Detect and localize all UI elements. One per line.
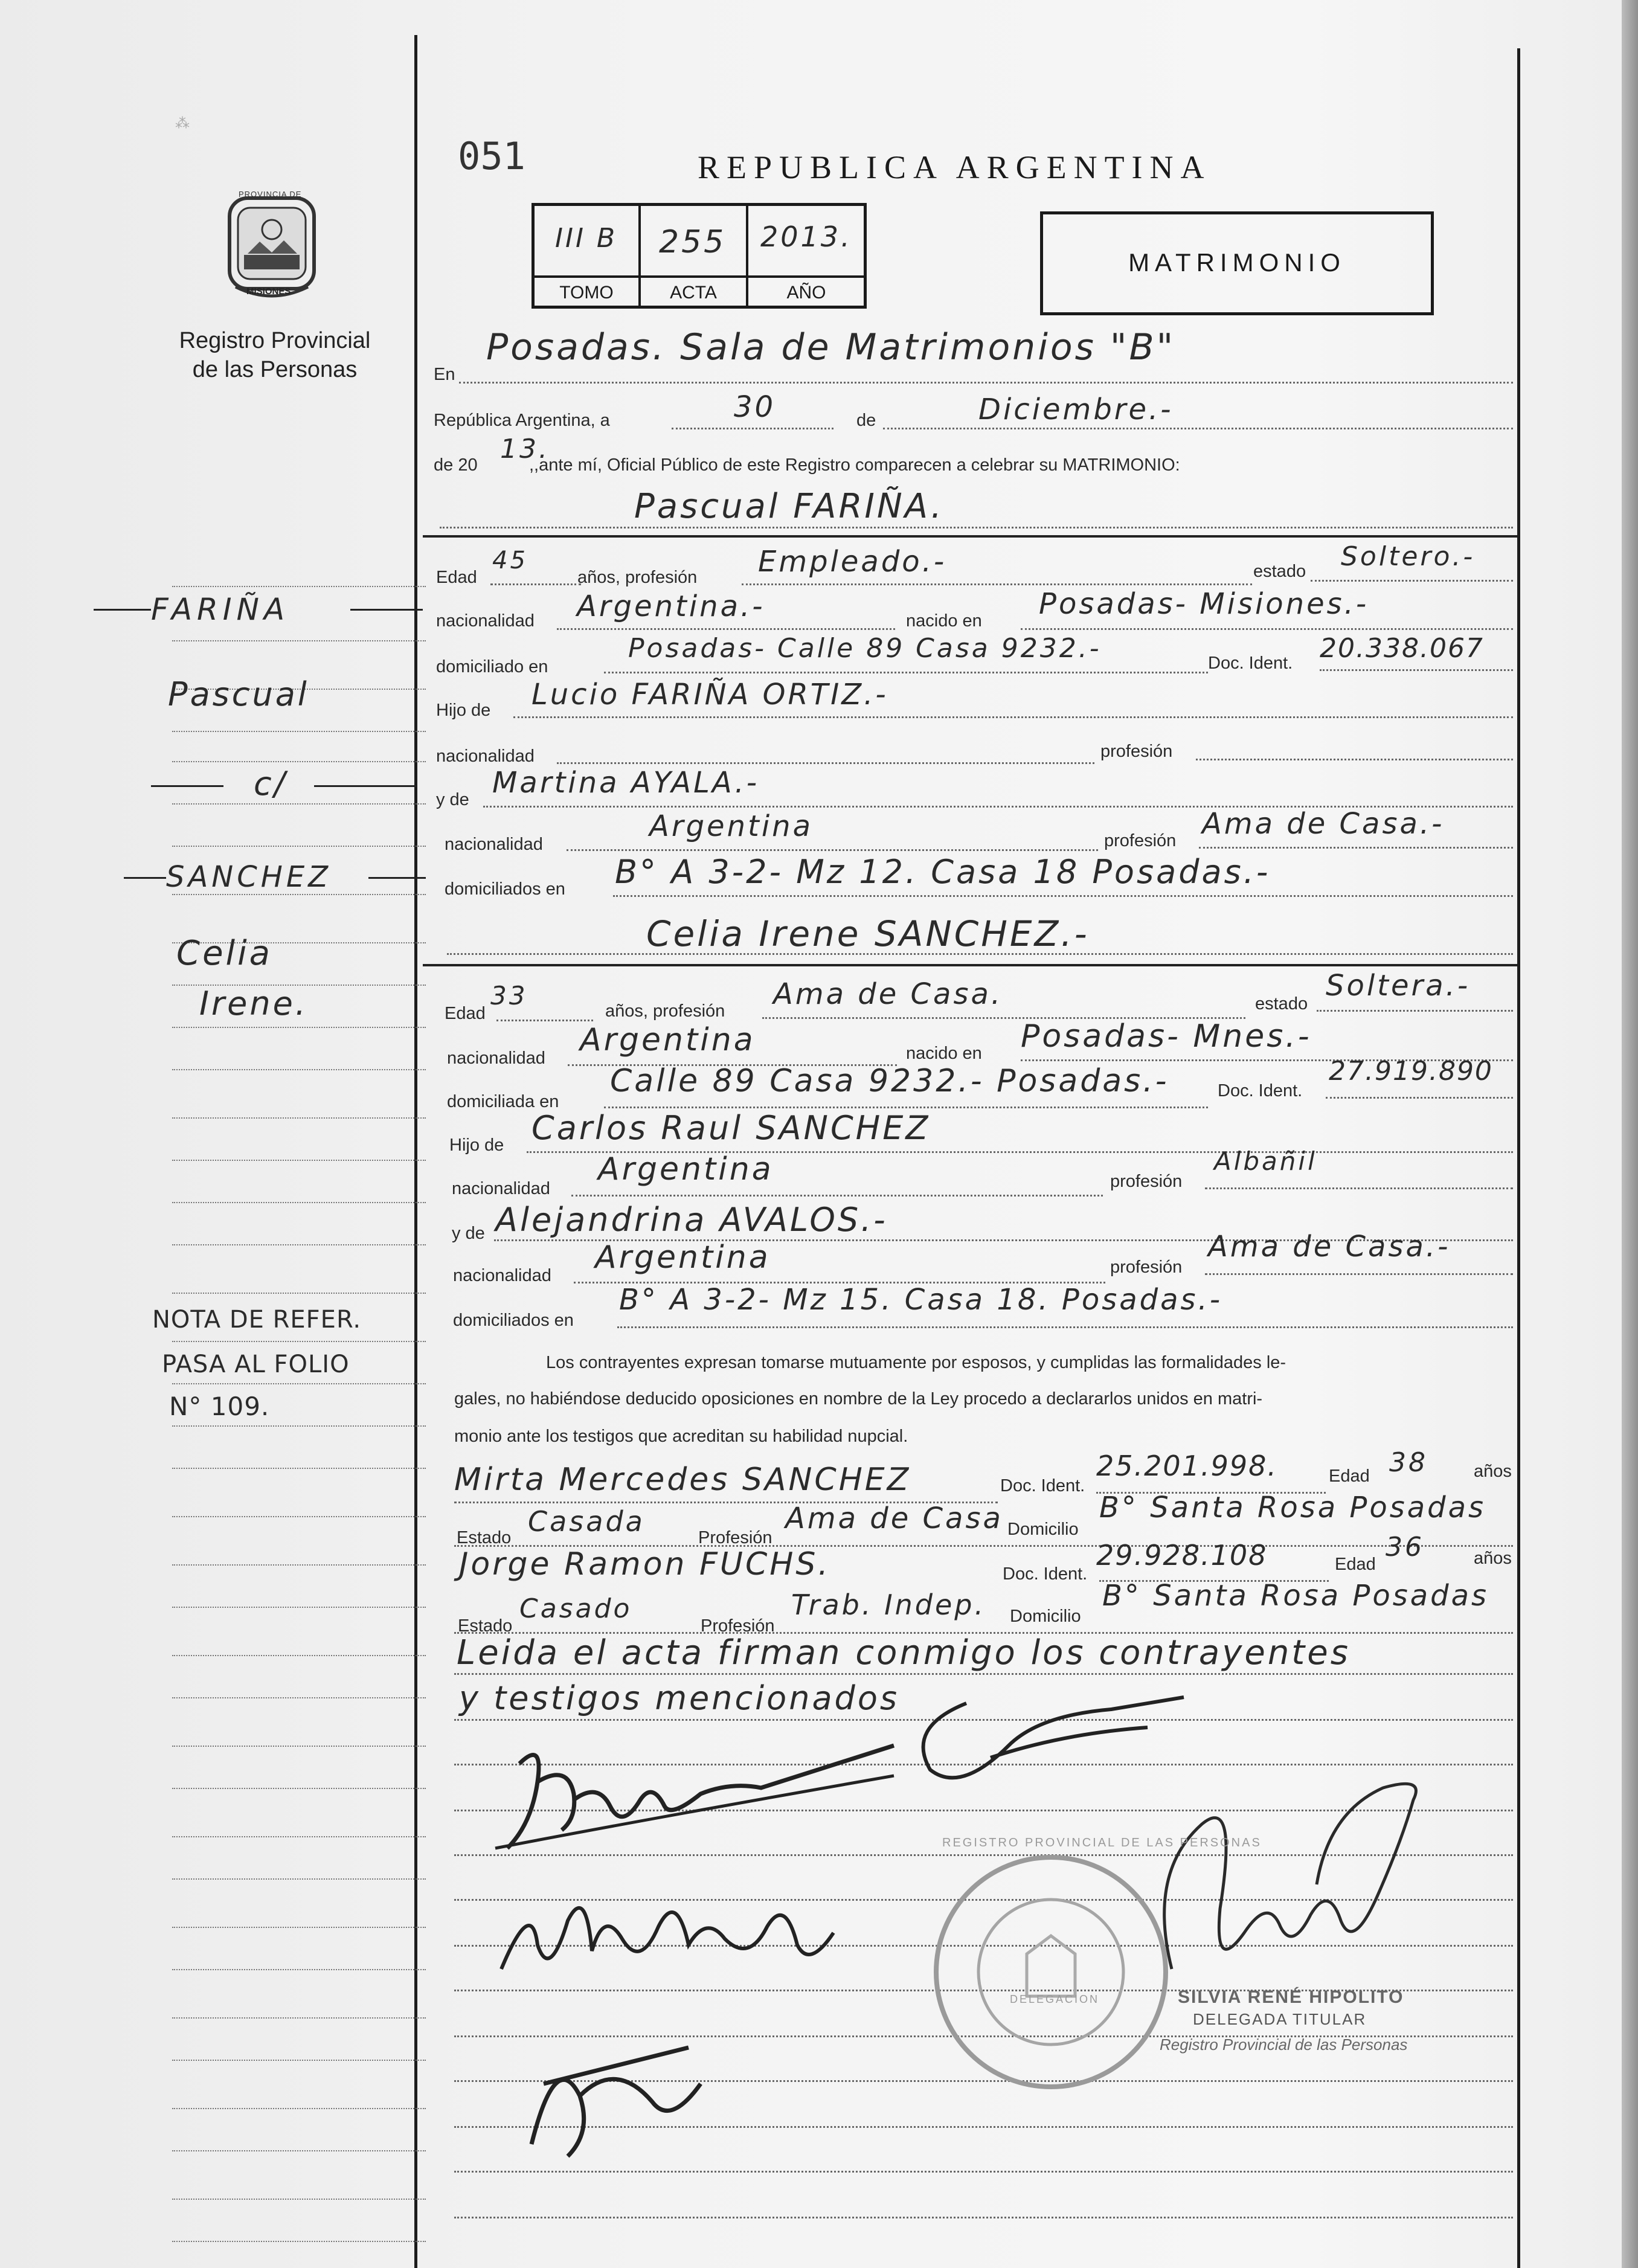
margin-rule-26: [172, 1697, 426, 1698]
day-value: 30: [734, 390, 776, 424]
witness2-doc-label: Doc. Ident.: [1003, 1564, 1088, 1584]
anio-value: 2013.: [760, 220, 852, 253]
bride-madre-nac-label: nacionalidad: [453, 1266, 551, 1285]
margin-name2a: Celia: [176, 934, 272, 973]
margin-rule-5: [172, 761, 426, 762]
bride-padre-prof-line: [1205, 1187, 1513, 1189]
groom-hijo-label: Hijo de: [436, 701, 491, 720]
bride-estado-line: [1317, 1010, 1513, 1012]
folio-number: 051: [458, 134, 525, 178]
witness2-prof-label: Profesión: [701, 1616, 775, 1636]
bride-edad-line: [496, 1020, 593, 1021]
groom-estado: Soltero.-: [1341, 541, 1476, 572]
republica-label: República Argentina, a: [434, 411, 610, 430]
margin-rule-24: [172, 1607, 426, 1608]
groom-padre-nac-line: [557, 762, 1094, 764]
margin-rule-23: [172, 1564, 426, 1566]
margin-rule-20: [172, 1425, 426, 1427]
margin-rule-7: [172, 846, 426, 847]
closing-line2: y testigos mencionados: [459, 1679, 899, 1717]
anio-cell: [748, 206, 864, 275]
margin-note-line1: NOTA DE REFER.: [152, 1306, 362, 1334]
tomo-value: III B: [555, 223, 618, 254]
bride-padre: Carlos Raul SANCHEZ: [532, 1109, 931, 1147]
groom-madre-nac-label: nacionalidad: [445, 835, 543, 854]
margin-rule-1: [172, 586, 426, 587]
groom-doc: 20.338.067: [1320, 633, 1484, 664]
groom-madre-prof-label: profesión: [1104, 831, 1177, 850]
groom-prof-line: [742, 583, 1252, 585]
year-suffix: 13.: [500, 434, 550, 464]
bride-padres-dom-line: [617, 1326, 1513, 1328]
margin-rule-28: [172, 1788, 426, 1789]
margin-surname2-rule-left: [124, 877, 166, 879]
groom-edad: 45: [492, 547, 528, 574]
seal-ring-text: REGISTRO PROVINCIAL DE LAS PERSONAS: [942, 1836, 1262, 1849]
month-line: [883, 428, 1513, 429]
closing-line1: Leida el acta firman conmigo los contrayentes: [457, 1633, 1351, 1672]
margin-rule-4: [172, 731, 426, 732]
margin-rule-12: [172, 1069, 426, 1070]
groom-nac-label: nacionalidad: [436, 611, 535, 631]
witness1-doc-label: Doc. Ident.: [1000, 1476, 1085, 1495]
margin-surname1-rule-left: [94, 609, 151, 611]
groom-nacido: Posadas- Misiones.-: [1039, 587, 1369, 621]
bride-madre-prof-label: profesión: [1110, 1258, 1183, 1277]
groom-estado-line: [1311, 580, 1513, 582]
groom-padre-nac-label: nacionalidad: [436, 747, 535, 766]
witness1-estado: Casada: [528, 1505, 645, 1538]
logo-text-bottom: MISIONES: [246, 286, 291, 297]
witness1-profesion: Ama de Casa: [785, 1502, 1003, 1535]
bride-madre-nac: Argentina: [595, 1239, 771, 1276]
right-frame-line: [1517, 48, 1520, 2268]
margin-note-line2: PASA AL FOLIO: [162, 1351, 350, 1378]
groom-name: Pascual FARIÑA.: [634, 487, 944, 526]
bride-estado: Soltera.-: [1326, 969, 1471, 1003]
margin-rule-30: [172, 1878, 426, 1880]
official-seal: [924, 1845, 1178, 2099]
groom-name-line: [440, 527, 1513, 528]
groom-padres-dom-line: [613, 895, 1513, 897]
ante-text: ,,ante mí, Oficial Público de este Registro comparecen a celebrar su MATRIMONIO:: [529, 455, 1180, 475]
acta-value: 255: [659, 224, 727, 260]
day-line: [672, 428, 833, 429]
bride-y-de-label: y de: [452, 1224, 485, 1243]
groom-dom-label: domiciliado en: [436, 657, 548, 676]
margin-rule-21: [172, 1468, 426, 1469]
officer-name: SILVIA RENÉ HIPOLITO: [1178, 1987, 1404, 2007]
witness1-signature: [483, 1872, 858, 1993]
groom-dom-line: [604, 672, 1208, 673]
seal-inner-text: DELEGACION: [1010, 1993, 1100, 2005]
groom-top-rule: [423, 535, 1517, 538]
declaration-line2: gales, no habiéndose deducido oposiciones en nombre de la Ley procedo a declararlos unidos en matri-: [454, 1389, 1263, 1409]
bride-nac-label: nacionalidad: [447, 1049, 545, 1068]
margin-rule-11: [172, 1027, 426, 1028]
groom-madre-nac: Argentina: [649, 809, 813, 843]
margin-rule-34: [172, 2060, 426, 2061]
groom-madre-nac-line: [567, 849, 1098, 851]
bride-top-rule: [423, 964, 1517, 966]
witness1-dom-label: Domicilio: [1007, 1520, 1079, 1539]
witness1-prof-label: Profesión: [698, 1528, 772, 1547]
groom-edad-label: Edad: [436, 568, 477, 587]
bride-domicilio: Calle 89 Casa 9232.- Posadas.-: [610, 1063, 1169, 1099]
margin-surname2: SANCHEZ: [166, 860, 332, 894]
margin-rule-19: [172, 1383, 426, 1384]
groom-padre-line: [513, 716, 1513, 718]
margin-rule-36: [172, 2150, 426, 2151]
witness1-edad: 38: [1389, 1447, 1428, 1478]
bride-padre-nac: Argentina: [598, 1151, 774, 1187]
witness2-dom-label: Domicilio: [1010, 1607, 1081, 1626]
bride-dom-label: domiciliada en: [447, 1092, 559, 1111]
officer-role: DELEGADA TITULAR: [1193, 2010, 1367, 2028]
margin-rule-8: [172, 894, 426, 895]
witness2-profesion: Trab. Indep.: [791, 1589, 986, 1621]
witness2-signature: [495, 2011, 737, 2168]
margin-rule-35: [172, 2108, 426, 2109]
book-page-edge: [1622, 0, 1638, 2268]
margin-rule-17: [172, 1293, 426, 1294]
anio-label: AÑO: [748, 275, 864, 307]
place-value: Posadas. Sala de Matrimonios "B": [486, 326, 1176, 368]
acta-label: ACTA: [641, 275, 748, 307]
logo-text-top: PROVINCIA DE: [239, 190, 302, 199]
de20-label: de 20: [434, 455, 478, 475]
groom-madre: Martina AYALA.-: [492, 766, 760, 800]
groom-padre: Lucio FARIÑA ORTIZ.-: [532, 678, 888, 712]
groom-padres-dom: B° A 3-2- Mz 12. Casa 18 Posadas.-: [615, 853, 1271, 891]
bride-madre: Alejandrina AVALOS.-: [495, 1201, 888, 1239]
witness1-name: Mirta Mercedes SANCHEZ: [454, 1462, 911, 1498]
witness1-edad-label: Edad: [1329, 1466, 1370, 1486]
margin-conj-rule-right: [314, 785, 417, 787]
bride-nacido-label: nacido en: [906, 1044, 982, 1063]
witness2-edad-label: Edad: [1335, 1555, 1376, 1574]
witness1-anos-label: años: [1474, 1462, 1512, 1481]
declaration-line1: Los contrayentes expresan tomarse mutuamente por esposos, y cumplidas las formalidades le-: [546, 1353, 1286, 1372]
witness1-domicilio: B° Santa Rosa Posadas: [1099, 1491, 1486, 1524]
bride-madre-prof-line: [1205, 1273, 1513, 1275]
groom-doc-label: Doc. Ident.: [1208, 654, 1293, 673]
witness2-domicilio: B° Santa Rosa Posadas: [1102, 1579, 1489, 1613]
country-title: REPUBLICA ARGENTINA: [698, 149, 1212, 185]
declaration-line3: monio ante los testigos que acreditan su habilidad nupcial.: [454, 1427, 908, 1446]
bride-padre-prof-label: profesión: [1110, 1172, 1183, 1191]
groom-doc-line: [1320, 669, 1513, 671]
witness2-name: Jorge Ramon FUCHS.: [459, 1546, 830, 1582]
rule-3670: [454, 2217, 1513, 2218]
margin-rule-6: [172, 803, 426, 805]
bride-padre-prof: Albañil: [1214, 1146, 1317, 1176]
margin-rule-31: [172, 1927, 426, 1928]
place-line: [459, 382, 1513, 384]
rule-3594: [454, 2171, 1513, 2173]
bride-nacido: Posadas- Mnes.-: [1021, 1018, 1312, 1055]
tomo-acta-table: [532, 203, 867, 309]
margin-rule-18: [172, 1341, 426, 1342]
bride-estado-label: estado: [1255, 994, 1308, 1014]
witness1-doc: 25.201.998.: [1096, 1450, 1277, 1482]
tomo-label: TOMO: [535, 275, 641, 307]
rule-2770: [454, 1673, 1513, 1675]
groom-nacionalidad: Argentina.-: [577, 589, 765, 623]
margin-rule-38: [172, 2241, 426, 2242]
groom-nacido-line: [1021, 628, 1513, 630]
margin-rule-37: [172, 2199, 426, 2200]
de-label: de: [856, 411, 876, 430]
acta-cell: [641, 206, 748, 275]
witness2-estado: Casado: [519, 1593, 632, 1624]
groom-edad-line: [490, 583, 581, 585]
bride-nacionalidad: Argentina: [580, 1022, 756, 1058]
margin-name1: Pascual: [168, 675, 309, 713]
margin-rule-32: [172, 1969, 426, 1970]
bride-doc: 27.919.890: [1329, 1056, 1493, 1087]
margin-name2b: Irene.: [199, 985, 308, 1023]
margin-rule-27: [172, 1746, 426, 1747]
groom-profesion: Empleado.-: [758, 545, 947, 579]
margin-surname1: FARIÑA: [151, 592, 290, 627]
margin-note-line3: N° 109.: [169, 1392, 270, 1421]
witness2-estado-label: Estado: [458, 1616, 513, 1636]
margin-rule-33: [172, 2017, 426, 2019]
margin-rule-15: [172, 1202, 426, 1203]
bride-dom-line: [604, 1107, 1208, 1108]
tomo-cell: [535, 206, 641, 275]
groom-padres-dom-label: domiciliados en: [445, 879, 565, 899]
witness2-anos-label: años: [1474, 1549, 1512, 1568]
margin-rule-25: [172, 1655, 426, 1656]
witness2-doc: 29.928.108: [1096, 1539, 1268, 1572]
groom-madre-prof-line: [1199, 847, 1513, 849]
bride-hijo-label: Hijo de: [449, 1136, 504, 1155]
groom-domicilio: Posadas- Calle 89 Casa 9232.-: [628, 633, 1102, 664]
margin-rule-16: [172, 1244, 426, 1245]
margin-rule-22: [172, 1516, 426, 1517]
margin-conj: c/: [254, 765, 287, 803]
margin-surname1-rule-right: [350, 609, 423, 611]
groom-padre-prof-label: profesión: [1100, 742, 1173, 761]
witness1-estado-label: Estado: [457, 1528, 512, 1547]
act-type-box: MATRIMONIO: [1040, 211, 1434, 315]
bride-padre-nac-line: [571, 1195, 1103, 1197]
month-value: Diciembre.-: [978, 393, 1174, 426]
groom-nac-line: [557, 628, 895, 630]
bride-doc-line: [1326, 1097, 1513, 1099]
en-label: En: [434, 365, 455, 384]
groom-padre-prof-line: [1196, 759, 1513, 760]
groom-madre-prof: Ama de Casa.-: [1202, 807, 1445, 841]
bride-madre-prof: Ama de Casa.-: [1208, 1230, 1451, 1264]
margin-rule-2: [172, 640, 426, 641]
groom-y-de-label: y de: [436, 790, 469, 809]
witness2-edad: 36: [1386, 1532, 1424, 1563]
margin-surname2-rule-right: [368, 877, 426, 879]
registry-title-line1: Registro Provincial: [179, 328, 371, 353]
bride-padres-dom-label: domiciliados en: [453, 1311, 574, 1330]
groom-nacido-label: nacido en: [906, 611, 982, 631]
registry-title: [121, 326, 429, 384]
bride-padre-nac-label: nacionalidad: [452, 1179, 550, 1198]
corner-mark: ⁂: [175, 115, 190, 132]
margin-rule-14: [172, 1160, 426, 1161]
margin-rule-13: [172, 1117, 426, 1119]
bride-profesion: Ama de Casa.: [773, 977, 1003, 1011]
bride-anos-label: años, profesión: [605, 1001, 725, 1021]
bride-padres-dom: B° A 3-2- Mz 15. Casa 18. Posadas.-: [619, 1283, 1223, 1317]
margin-rule-29: [172, 1836, 426, 1837]
bride-doc-label: Doc. Ident.: [1218, 1081, 1303, 1100]
registry-title-line2: de las Personas: [192, 357, 358, 382]
bride-name: Celia Irene SANCHEZ.-: [646, 913, 1090, 954]
officer-org: Registro Provincial de las Personas: [1160, 2035, 1408, 2054]
bride-edad-label: Edad: [445, 1004, 486, 1023]
bride-edad: 33: [490, 981, 528, 1010]
groom-anos-label: años, profesión: [577, 568, 698, 587]
groom-estado-label: estado: [1253, 562, 1306, 581]
margin-conj-rule-left: [151, 785, 223, 787]
